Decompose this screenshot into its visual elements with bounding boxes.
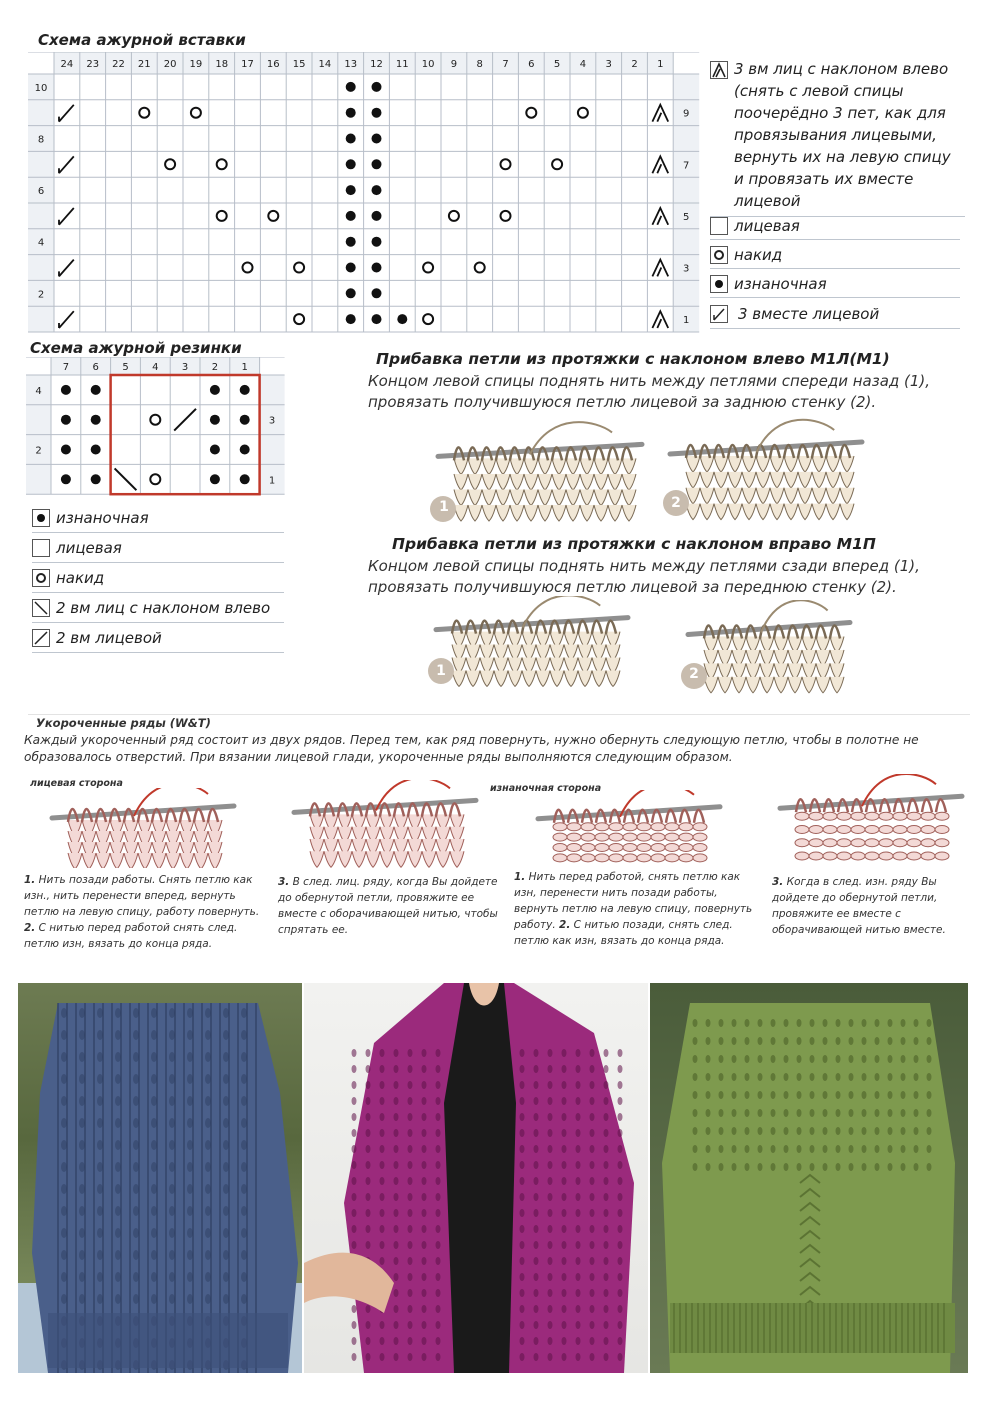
purl-stitch [210, 415, 220, 425]
m1r-step-2-label: 2 [689, 666, 699, 682]
k3tog-left-icon [710, 61, 728, 79]
step-3-num: 3. [278, 876, 290, 888]
ssk-backslash-icon [32, 599, 50, 617]
col-label: 19 [189, 59, 203, 70]
insert-chart-title: Схема ажурной вставки [38, 31, 246, 49]
short-row-step-purl-3 [772, 874, 962, 938]
knit-symbol-icon [32, 539, 50, 557]
purl-stitch [346, 108, 356, 118]
short-row-step-1 [24, 872, 264, 952]
row-label-left: 4 [35, 385, 42, 397]
legend2-k2tog-text: 2 вм лицевой [56, 629, 162, 647]
col-label: 11 [395, 59, 409, 70]
col-label: 17 [241, 59, 254, 70]
purl-stitch [346, 263, 356, 273]
purl-stitch [372, 263, 382, 273]
purl-stitch [210, 474, 220, 484]
purl-stitch [346, 237, 356, 247]
col-label: 22 [112, 59, 125, 70]
m1r-step-1-label: 1 [436, 663, 446, 679]
purl-stitch [210, 445, 220, 455]
short-row-illustration-4 [772, 774, 972, 868]
m1r-text: Концом левой спицы поднять нить между петлями сзади вперед (1), провязать получившуюся петлю лицевой за переднюю стенку (2). [368, 557, 920, 596]
legend2-row-yo [32, 564, 284, 593]
col-label: 3 [181, 362, 189, 373]
step-1-num: 1. [24, 874, 36, 886]
row-label-right: 3 [683, 263, 690, 275]
col-label: 5 [553, 59, 561, 70]
step-purl-1-num: 1. [514, 871, 526, 883]
legend2-row-ssk [32, 594, 284, 623]
rib-chart-title: Схема ажурной резинки [30, 339, 242, 357]
purl-stitch [346, 82, 356, 92]
legend2-knit-text: лицевая [56, 539, 122, 557]
col-label: 7 [502, 59, 509, 70]
short-rows-title: Укороченные ряды (W&T) [36, 716, 211, 730]
col-label: 1 [241, 362, 248, 373]
legend-purl-text: изнаночная [734, 274, 827, 293]
row-label-right: 1 [268, 475, 276, 487]
purl-stitch [346, 288, 356, 298]
row-label-right: 1 [683, 315, 690, 327]
knit-side-label: лицевая сторона [30, 778, 123, 789]
section-divider [28, 714, 970, 715]
row-label-left: 2 [37, 289, 45, 301]
col-label: 1 [657, 59, 664, 70]
purl-stitch [397, 314, 407, 324]
purl-stitch [346, 185, 356, 195]
col-label: 8 [476, 59, 483, 70]
m1l-illustration-1 [430, 418, 652, 526]
col-label: 4 [579, 59, 587, 70]
step-purl-1-text: Нить перед работой, снять петлю как изн, перенести нить позади работы, вернуть петлю на левую спицу, повернуть работу. [514, 871, 753, 931]
col-label: 6 [92, 362, 99, 373]
purl-stitch [372, 288, 382, 298]
photo-blue-cardigan [18, 983, 302, 1373]
row-label-right: 9 [683, 108, 690, 120]
legend-k3tog-left-text: 3 вм лиц с наклоном влево (снять с левой спицы поочерёдно 3 пет, как для провязывания лицевыми, вернуть их на левую спицу и провязать их вместе лицевой [734, 60, 951, 210]
purl-stitch [372, 134, 382, 144]
purl-stitch [61, 415, 71, 425]
step-purl-2-num: 2. [559, 919, 571, 931]
col-label: 15 [292, 59, 306, 70]
legend2-purl-text: изнаночная [56, 509, 149, 527]
col-label: 6 [528, 59, 535, 70]
purl-stitch [210, 385, 220, 395]
purl-stitch [240, 474, 250, 484]
k2tog-slash-icon [32, 629, 50, 647]
m1r-title: Прибавка петли из протяжки с наклоном вправо М1П [392, 535, 876, 553]
needle-icon [52, 806, 234, 818]
legend-row-k3tog-left [710, 58, 965, 217]
photo-magenta-cardigan [304, 983, 648, 1373]
col-label: 21 [137, 59, 151, 70]
row-label-right: 3 [268, 415, 276, 427]
purl-stitch [61, 474, 71, 484]
purl-stitch [346, 159, 356, 169]
row-label-left: 8 [37, 134, 45, 146]
purl-stitch [61, 445, 71, 455]
legend2-row-k2tog [32, 624, 284, 653]
legend-knit-text: лицевая [734, 216, 800, 235]
purl-stitch [346, 314, 356, 324]
step-2-text: С нитью перед работой снять след. петлю изн, вязать до конца ряда. [24, 922, 238, 950]
m1l-step-1-label: 1 [439, 499, 449, 515]
short-row-step-purl-1 [514, 869, 756, 949]
col-label: 2 [631, 59, 638, 70]
photo-green-cardigan [650, 983, 968, 1373]
col-label: 16 [266, 59, 280, 70]
short-row-illustration-1 [44, 788, 244, 868]
purl-dot-icon [710, 275, 728, 293]
m1r-illustration-2 [680, 600, 860, 695]
purl-stitch [372, 185, 382, 195]
purl-stitch [372, 108, 382, 118]
purl-dot-icon [32, 509, 50, 527]
legend-row-purl [710, 270, 960, 298]
step-2-num: 2. [24, 922, 36, 934]
purl-stitch [61, 385, 71, 395]
row-label-left: 6 [37, 186, 45, 198]
col-label: 13 [344, 59, 358, 70]
row-label-left: 2 [35, 445, 42, 457]
purl-stitch [372, 314, 382, 324]
rib-chart [26, 357, 294, 497]
legend2-row-purl [32, 504, 284, 533]
m1l-text: Концом левой спицы поднять нить между петлями спереди назад (1), провязать получившуюся петлю лицевой за заднюю стенку (2). [368, 372, 931, 411]
short-row-step-3 [278, 874, 503, 938]
needle-icon [294, 800, 476, 812]
purl-stitch [372, 237, 382, 247]
step-purl-2-text: С нитью позади, снять след. петлю как изн, вязать до конца ряда. [514, 919, 733, 947]
yarn-over-icon [32, 569, 50, 587]
row-label-right: 5 [683, 211, 690, 223]
purl-stitch [346, 211, 356, 221]
col-label: 2 [211, 362, 219, 373]
col-label: 24 [60, 59, 74, 70]
purl-stitch [91, 415, 101, 425]
yarn-over-icon [710, 246, 728, 264]
col-label: 9 [450, 59, 458, 70]
col-label: 23 [86, 59, 100, 70]
purl-stitch [240, 385, 250, 395]
needle-icon [538, 807, 720, 819]
needle-icon [780, 796, 962, 808]
legend2-ssk-text: 2 вм лиц с наклоном влево [56, 599, 271, 617]
row-label-left: 4 [37, 237, 45, 249]
col-label: 12 [370, 59, 383, 70]
step-purl-3-num: 3. [772, 876, 784, 888]
purl-stitch [372, 159, 382, 169]
purl-side-label: изнаночная сторона [490, 783, 602, 794]
m1l-illustration-2 [662, 415, 872, 525]
insert-chart [28, 52, 704, 334]
col-label: 18 [215, 59, 229, 70]
legend-row-yo [710, 241, 960, 269]
legend2-row-knit [32, 534, 284, 563]
step-purl-3-text: Когда в след. изн. ряду Вы дойдете до обернутой петли, провяжите ее вместе с оборачивающей нитью вместе. [772, 876, 946, 936]
col-label: 7 [62, 362, 70, 373]
purl-stitch [346, 134, 356, 144]
k2tog-slash-icon [710, 305, 728, 323]
legend-k3tog-text: 3 вместе лицевой [738, 304, 880, 323]
purl-stitch [372, 82, 382, 92]
m1l-step-2-label: 2 [671, 495, 681, 511]
knit-symbol-icon [710, 217, 728, 235]
row-label-right: 7 [683, 160, 690, 172]
legend-yo-text: накид [734, 245, 783, 264]
short-row-illustration-3 [530, 790, 730, 866]
purl-stitch [240, 415, 250, 425]
col-label: 4 [152, 362, 159, 373]
legend-row-knit [710, 212, 960, 240]
purl-stitch [91, 445, 101, 455]
short-row-illustration-2 [286, 780, 486, 868]
col-label: 5 [122, 362, 129, 373]
purl-stitch [91, 474, 101, 484]
col-label: 10 [421, 59, 435, 70]
purl-stitch [372, 211, 382, 221]
legend2-yo-text: накид [56, 569, 105, 587]
col-label: 20 [163, 59, 177, 70]
purl-stitch [240, 445, 250, 455]
legend-row-k3tog [710, 299, 960, 329]
row-label-left: 10 [34, 82, 48, 94]
m1l-title: Прибавка петли из протяжки с наклоном влево М1Л(М1) [376, 350, 890, 368]
step-3-text: В след. лиц. ряду, когда Вы дойдете до обернутой петли, провяжите ее вместе с оборачивающей нитью, чтобы спрятать ее. [278, 876, 498, 936]
col-label: 14 [318, 59, 332, 70]
insert-legend [710, 58, 965, 217]
short-rows-intro: Каждый укороченный ряд состоит из двух рядов. Перед тем, как ряд повернуть, нужно обернуть следующую петлю, чтобы в полотне не образовалось отверстий. При вязании лицевой глади, укороченные ряды выполняются следующим образом. [24, 733, 919, 764]
step-1-text: Нить позади работы. Снять петлю как изн., нить перенести вперед, вернуть петлю на левую спицу, работу повернуть. [24, 874, 260, 918]
purl-stitch [91, 385, 101, 395]
m1r-illustration-1 [428, 596, 638, 688]
col-label: 3 [605, 59, 612, 70]
